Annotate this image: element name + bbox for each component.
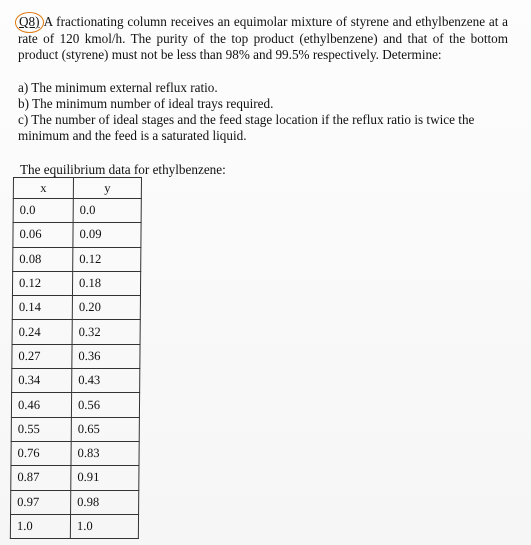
column-header-x: x xyxy=(13,178,73,199)
table-caption: The equilibrium data for ethylbenzene: xyxy=(20,162,226,177)
table-row xyxy=(11,417,139,441)
table-row xyxy=(12,320,140,344)
cell-y: 0.43 xyxy=(72,369,140,393)
part-c: c) The number of ideal stages and the feed stage location if the reflux ratio is twice the minimum and the feed is a saturated liquid. xyxy=(18,112,475,143)
cell-y: 0.83 xyxy=(71,441,139,465)
cell-x: 0.14 xyxy=(12,296,72,320)
cell-x: 0.34 xyxy=(12,369,72,393)
part-a: a) The minimum external reflux ratio. xyxy=(18,80,218,95)
cell-x: 1.0 xyxy=(10,514,70,538)
problem-parts xyxy=(18,80,503,144)
cell-x: 0.87 xyxy=(11,466,71,490)
cell-x: 0.97 xyxy=(11,490,71,514)
table-row xyxy=(13,199,141,223)
table-row xyxy=(12,369,140,393)
table-row xyxy=(13,223,141,247)
table-body xyxy=(10,199,141,539)
cell-y: 0.36 xyxy=(72,344,140,368)
cell-x: 0.12 xyxy=(12,271,72,295)
table-row xyxy=(12,271,140,295)
cell-y: 0.12 xyxy=(73,247,141,271)
part-b: b) The minimum number of ideal trays required. xyxy=(18,96,274,111)
cell-y: 0.56 xyxy=(71,393,139,417)
cell-x: 0.46 xyxy=(11,393,71,417)
cell-x: 0.0 xyxy=(13,199,73,223)
cell-y: 0.32 xyxy=(72,320,140,344)
cell-y: 0.18 xyxy=(72,271,140,295)
cell-y: 0.65 xyxy=(71,417,139,441)
problem-text: A fractionating column receives an equimolar mixture of styrene and ethylbenzene at a rate of 120 kmol/h. The purity of the top product (ethylbenzene) and that of the bottom product (styrene) must not be less than 98% and 99.5% respectively. Determine: xyxy=(18,14,509,62)
cell-y: 0.98 xyxy=(71,490,139,514)
equilibrium-table xyxy=(10,177,142,539)
cell-x: 0.08 xyxy=(13,247,73,271)
cell-y: 1.0 xyxy=(70,514,138,538)
table-row xyxy=(11,393,139,417)
cell-x: 0.06 xyxy=(13,223,73,247)
table-row xyxy=(11,466,139,490)
table-row xyxy=(12,296,140,320)
question-number: Q8) xyxy=(19,14,40,29)
cell-y: 0.91 xyxy=(71,466,139,490)
table-row xyxy=(12,344,140,368)
table-row xyxy=(13,247,141,271)
table-header-row xyxy=(13,178,141,199)
cell-y: 0.0 xyxy=(73,199,141,223)
cell-y: 0.20 xyxy=(72,296,140,320)
cell-x: 0.76 xyxy=(11,441,71,465)
cell-y: 0.09 xyxy=(73,223,141,247)
table-row xyxy=(10,514,138,538)
table-row xyxy=(11,441,139,465)
column-header-y: y xyxy=(73,178,141,199)
problem-statement xyxy=(18,14,508,64)
cell-x: 0.24 xyxy=(12,320,72,344)
cell-x: 0.55 xyxy=(11,417,71,441)
cell-x: 0.27 xyxy=(12,344,72,368)
table-row xyxy=(11,490,139,514)
